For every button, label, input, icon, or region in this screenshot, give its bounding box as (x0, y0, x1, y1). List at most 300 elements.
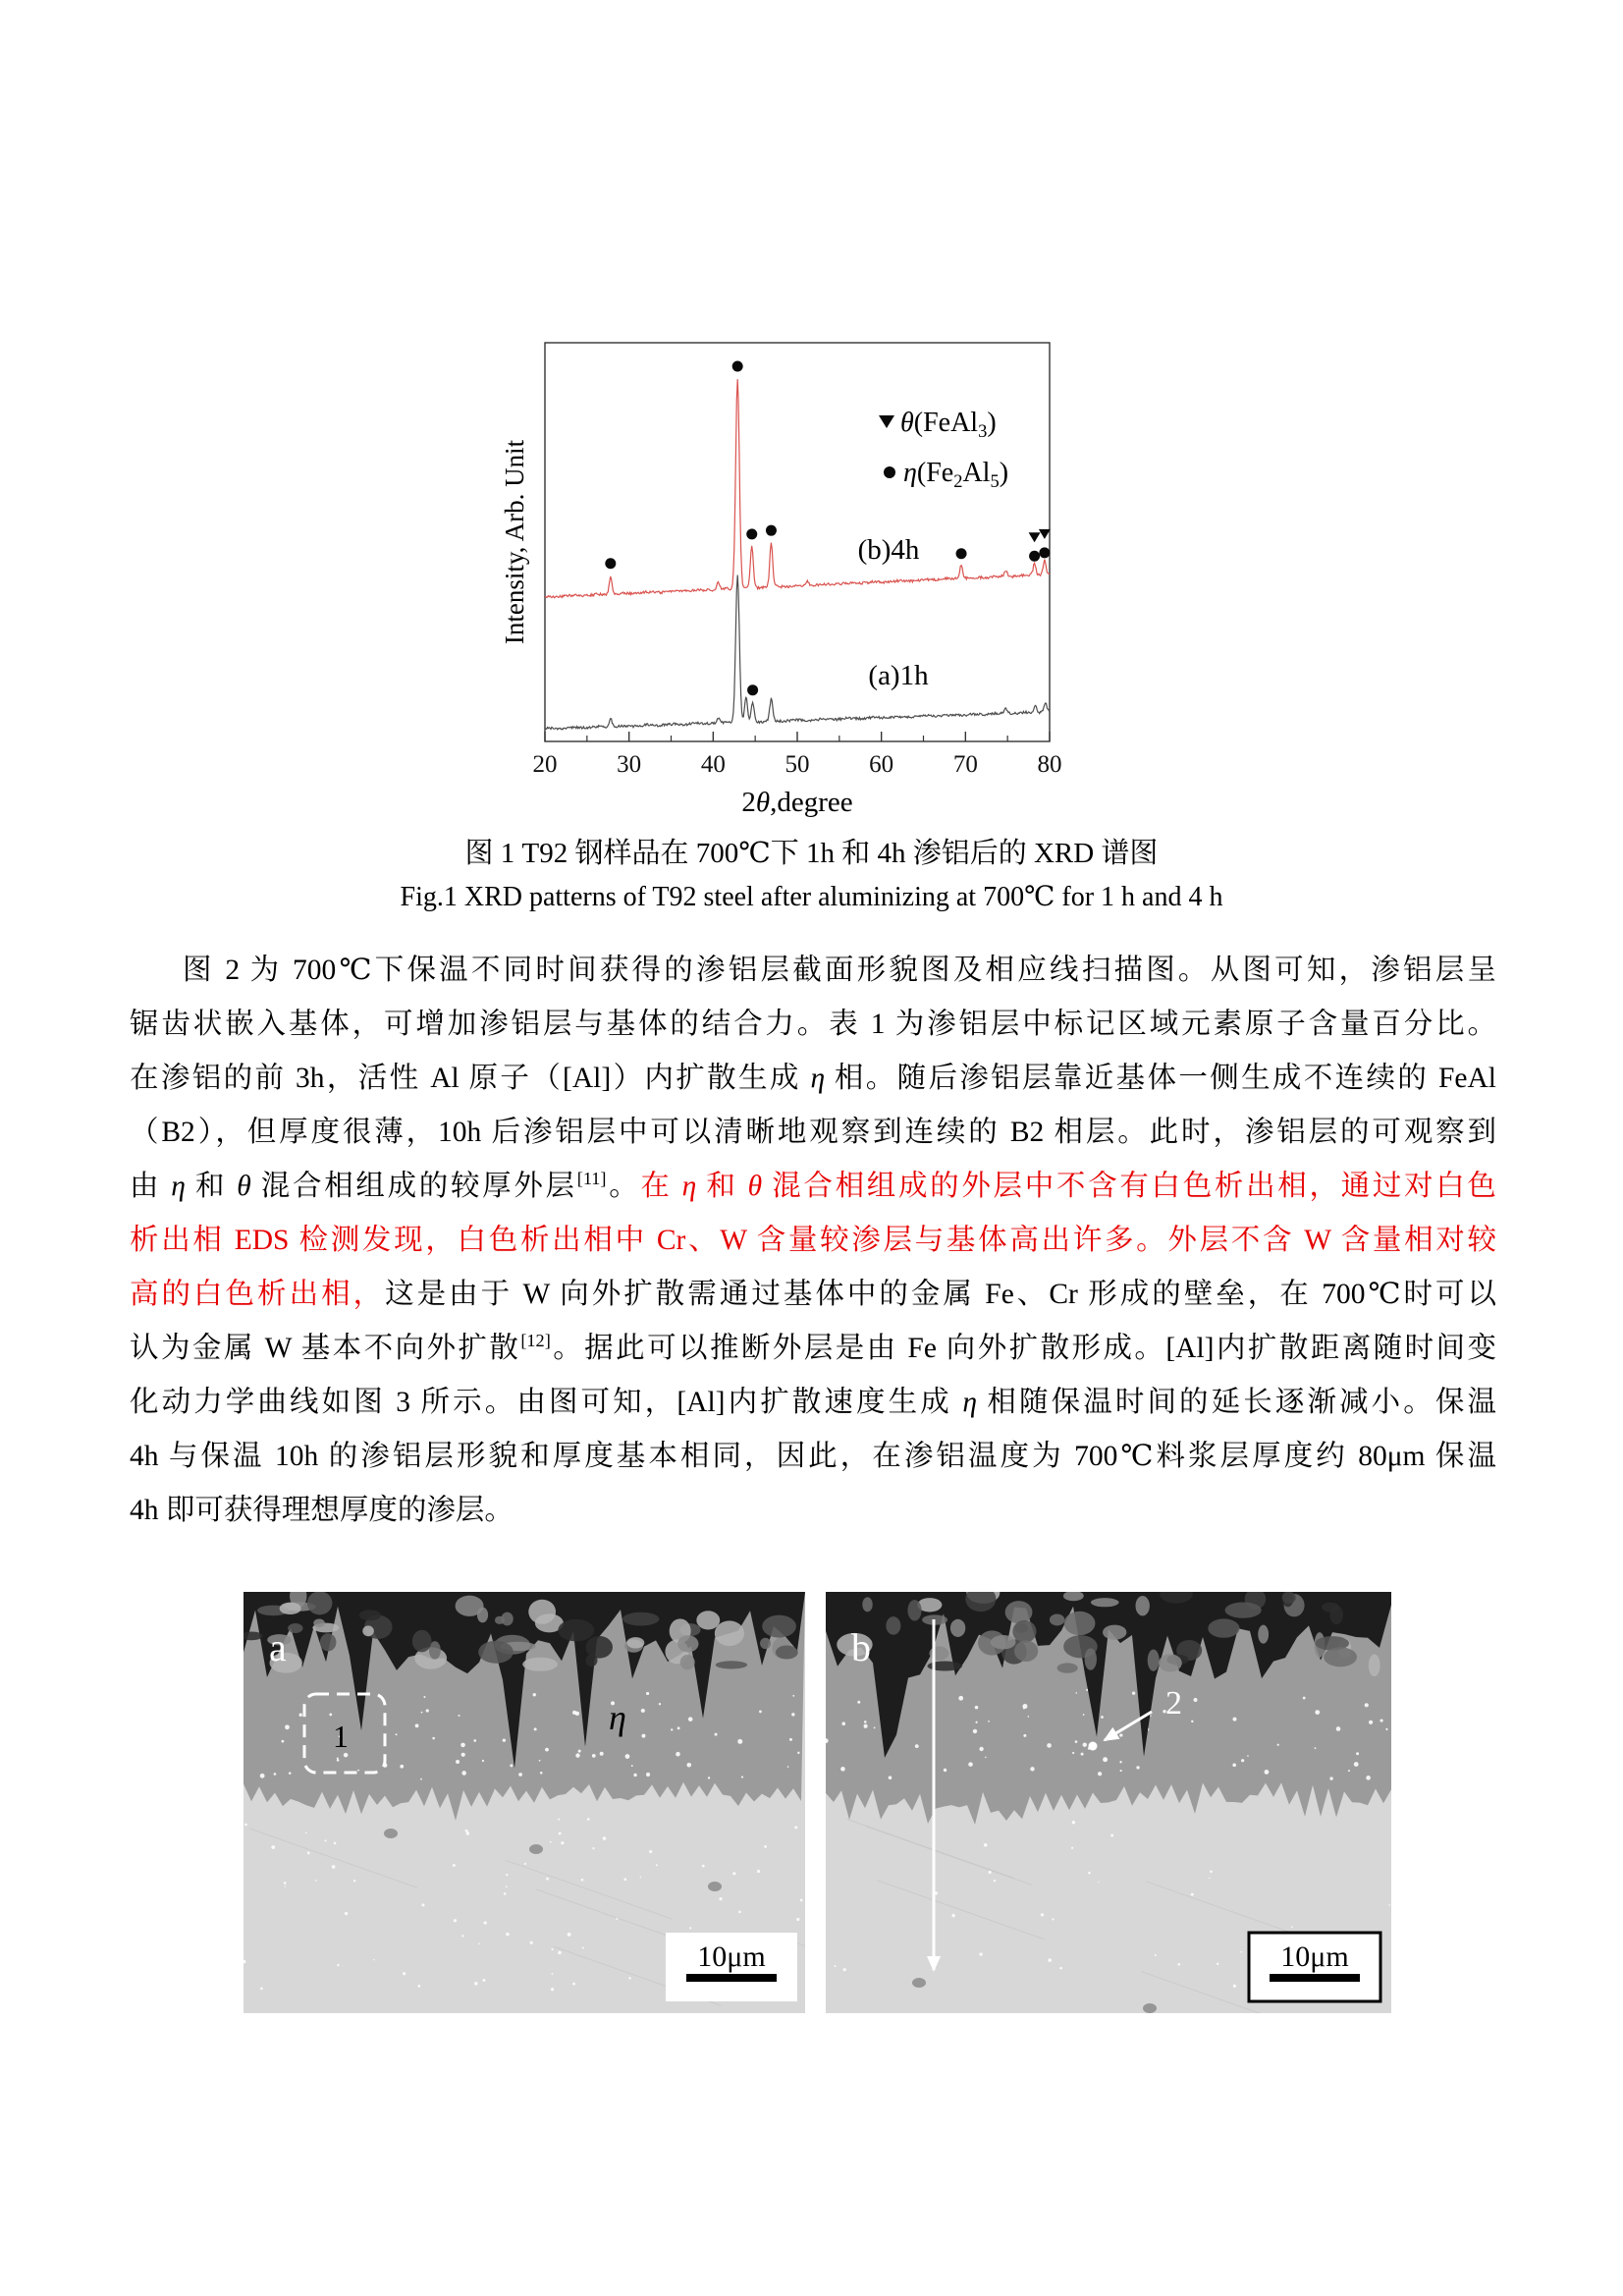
theta-phase-marker (1029, 532, 1041, 542)
white-precipitate (857, 1701, 860, 1704)
substrate-speckle (568, 1933, 571, 1937)
substrate-speckle (506, 1886, 508, 1887)
substrate-speckle (403, 1972, 406, 1975)
substrate-speckle (1240, 1951, 1242, 1953)
white-precipitate (1083, 1714, 1085, 1716)
white-precipitate (841, 1722, 845, 1725)
white-precipitate (973, 1729, 977, 1733)
substrate-speckle (1072, 1821, 1075, 1824)
substrate-speckle (504, 1892, 507, 1895)
substrate-speckle (794, 1826, 797, 1829)
white-precipitate (421, 1712, 423, 1714)
text-segment: η (962, 1387, 977, 1418)
white-precipitate (1103, 1757, 1108, 1762)
white-precipitate (1232, 1718, 1236, 1722)
text-segment: θ (747, 1171, 763, 1202)
text-segment: 在渗铝的前 3h，活性 Al 原子（[Al]）内扩散生成 (130, 1063, 811, 1094)
substrate-speckle (1291, 1927, 1293, 1929)
white-precipitate (979, 1747, 983, 1751)
slurry-granule (359, 1610, 381, 1620)
white-precipitate (1277, 1744, 1279, 1746)
substrate-speckle (764, 1845, 767, 1848)
white-precipitate (260, 1774, 265, 1778)
eta-phase-marker (956, 548, 967, 559)
substrate-speckle (325, 1839, 327, 1841)
text-segment: 认为金属 W 基本不向外扩散 (130, 1333, 521, 1364)
white-precipitate (533, 1693, 536, 1696)
paragraph-line (130, 1376, 1496, 1430)
substrate-speckle (732, 1872, 735, 1875)
white-precipitate (889, 1776, 893, 1779)
white-precipitate (988, 1721, 990, 1722)
text-segment: （B2），但厚度很薄，10h 后渗铝层中可以清晰地观察到连续的 B2 相层。此时，渗铝层的可观察到 (130, 1117, 1496, 1148)
slurry-granule (950, 1619, 965, 1637)
white-precipitate (1194, 1698, 1198, 1702)
white-precipitate (482, 1760, 484, 1762)
white-precipitate (968, 1762, 973, 1767)
substrate-speckle (984, 1843, 988, 1847)
eta-phase-marker (1029, 551, 1040, 562)
x-tick-label: 40 (700, 751, 726, 778)
text-segment: 高的白色析出相， (130, 1279, 386, 1310)
panel-letter-a: a (269, 1625, 287, 1669)
substrate-speckle (1048, 1958, 1052, 1962)
substrate-speckle (558, 1951, 562, 1955)
eta-phase-marker (747, 684, 758, 695)
eta-phase-marker (732, 361, 743, 372)
eds-region-label: 1 (333, 1719, 349, 1754)
white-precipitate (631, 1765, 633, 1767)
x-tick-label: 20 (532, 751, 558, 778)
slurry-granule (1005, 1601, 1033, 1623)
slurry-granule (307, 1592, 333, 1614)
white-precipitate (1075, 1692, 1077, 1694)
white-precipitate (797, 1752, 799, 1754)
slurry-granule (862, 1597, 872, 1612)
text-segment: 相随保温时间的延长逐渐减小。保温 (976, 1387, 1496, 1418)
white-precipitate (545, 1748, 549, 1752)
white-precipitate (625, 1754, 630, 1759)
white-precipitate (572, 1711, 576, 1715)
text-segment: 混合相组成的外层中不含有白色析出相，通过对白色 (762, 1171, 1496, 1202)
substrate-speckle (550, 1841, 552, 1843)
substrate-inclusion (912, 1978, 926, 1988)
white-precipitate (1028, 1716, 1030, 1718)
slurry-granule (776, 1646, 798, 1660)
slurry-granule (1208, 1618, 1239, 1637)
substrate-speckle (640, 1877, 642, 1879)
paragraph-line (130, 944, 1496, 998)
white-precipitate (915, 1744, 919, 1748)
white-precipitate (1247, 1755, 1249, 1757)
substrate-speckle (1210, 1871, 1213, 1874)
text-segment: 混合相组成的较厚外层 (250, 1171, 577, 1202)
substrate-speckle (649, 1850, 652, 1853)
white-precipitate (1385, 1728, 1387, 1730)
white-precipitate (432, 1737, 435, 1740)
substrate-speckle (271, 1845, 275, 1849)
white-precipitate (540, 1772, 543, 1775)
white-precipitate (1132, 1691, 1135, 1694)
substrate-speckle (1098, 1882, 1099, 1883)
plot-frame (545, 343, 1050, 741)
sem-image-b (826, 1592, 1391, 2013)
white-precipitate (539, 1760, 541, 1762)
substrate-speckle (1209, 1878, 1210, 1879)
slurry-granule (1050, 1614, 1064, 1626)
substrate-speckle (581, 1879, 584, 1882)
substrate-speckle (421, 1903, 424, 1906)
slurry-granule (280, 1603, 301, 1614)
substrate-speckle (461, 1935, 463, 1937)
eta-phase-label: η (609, 1698, 626, 1737)
white-precipitate (503, 1738, 506, 1741)
substrate-speckle (796, 1918, 799, 1921)
substrate-speckle (551, 1973, 553, 1975)
body-paragraph (130, 944, 1496, 1538)
white-precipitate (1348, 1770, 1350, 1772)
substrate-speckle (337, 1964, 339, 1966)
substrate-speckle (546, 1878, 549, 1881)
white-precipitate (1191, 1721, 1193, 1722)
text-segment: 析出相 EDS 检测发现，白色析出相中 Cr、W 含量较渗层与基体高出许多。外层不含 W 含量相对较 (130, 1225, 1496, 1256)
slurry-granule (1135, 1596, 1149, 1615)
substrate-speckle (474, 1982, 478, 1986)
slurry-granule (680, 1655, 695, 1669)
paragraph-line (130, 1430, 1496, 1484)
substrate-speckle (628, 1977, 630, 1979)
substrate-speckle (587, 1818, 590, 1821)
text-segment: 这是由于 W 向外扩散需通过基体中的金属 Fe、Cr 形成的壁垒，在 700℃时可以 (385, 1279, 1496, 1310)
slurry-granule (478, 1641, 514, 1664)
legend-label: $\eta(Fe_2Al_5)$ (903, 458, 1009, 491)
substrate-speckle (1059, 1967, 1062, 1970)
slurry-granule (677, 1635, 698, 1652)
white-precipitate (1241, 1759, 1244, 1762)
substrate-speckle (702, 1865, 705, 1868)
slurry-granule (1282, 1592, 1296, 1604)
substrate-speckle (559, 1831, 562, 1834)
white-precipitate (415, 1723, 419, 1727)
slurry-granule (907, 1600, 921, 1620)
white-precipitate (863, 1724, 867, 1728)
substrate-speckle (603, 1836, 607, 1840)
white-precipitate (459, 1715, 460, 1717)
white-precipitate (426, 1709, 429, 1712)
substrate-speckle (484, 1921, 487, 1924)
substrate-speckle (757, 1870, 760, 1873)
white-precipitate (400, 1765, 404, 1769)
substrate-speckle (689, 1927, 691, 1929)
white-precipitate (1081, 1753, 1084, 1756)
white-precipitate (1023, 1707, 1025, 1709)
slurry-granule (1012, 1620, 1036, 1643)
text-segment: 。 (606, 1171, 641, 1202)
slurry-granule (1064, 1612, 1096, 1635)
substrate-speckle (582, 1947, 584, 1949)
slurry-granule (622, 1613, 659, 1626)
white-precipitate (1098, 1772, 1102, 1776)
eta-phase-marker (1039, 547, 1050, 558)
slurry-granule (626, 1637, 644, 1648)
white-precipitate (575, 1753, 579, 1757)
legend-label: θ(FeAl$_3$) (900, 408, 997, 441)
white-precipitate (534, 1727, 537, 1730)
white-precipitate (686, 1763, 691, 1768)
substrate-speckle (530, 1941, 533, 1944)
slurry-granule (1057, 1663, 1078, 1672)
substrate-speckle (843, 1968, 846, 1971)
white-precipitate (423, 1696, 425, 1698)
substrate-speckle (551, 1988, 554, 1991)
substrate-speckle (334, 1842, 337, 1845)
paragraph-line (130, 1160, 1496, 1214)
substrate-speckle (506, 1933, 509, 1936)
slurry-granule (1159, 1654, 1182, 1671)
substrate-speckle (373, 1959, 374, 1960)
white-precipitate (1101, 1716, 1104, 1719)
slurry-granule (1148, 1650, 1160, 1671)
substrate-speckle (284, 1882, 287, 1885)
slurry-granule (362, 1625, 374, 1636)
white-precipitate (329, 1714, 332, 1717)
x-tick-label: 50 (784, 751, 810, 778)
x-tick-label: 80 (1037, 751, 1062, 778)
white-precipitate (646, 1773, 650, 1777)
substrate-speckle (506, 1874, 508, 1876)
white-precipitate (708, 1777, 710, 1778)
substrate-speckle (800, 1898, 803, 1901)
slurry-granule (1085, 1648, 1097, 1669)
text-segment: 4h 即可获得理想厚度的渗层。 (130, 1495, 514, 1526)
series-label-b4h: (b)4h (857, 534, 920, 566)
legend-circle-icon (884, 466, 895, 478)
text-segment: 在 (640, 1171, 682, 1202)
white-precipitate (688, 1717, 693, 1722)
legend-triangle-icon (879, 415, 894, 428)
slurry-granule (760, 1638, 771, 1649)
scalebar-bar (1270, 1974, 1360, 1982)
sem-image-a (243, 1592, 805, 2013)
eta-phase-marker (746, 528, 757, 539)
scalebar-label: 10μm (697, 1941, 766, 1973)
text-segment: 图 2 为 700℃下保温不同时间获得的渗铝层截面形貌图及相应线扫描图。从图可知，渗铝层呈 (183, 955, 1496, 986)
substrate-speckle (1041, 1913, 1044, 1916)
slurry-granule (412, 1630, 432, 1653)
white-precipitate (1119, 1761, 1121, 1763)
substrate-speckle (524, 1863, 526, 1865)
slurry-granule (320, 1633, 337, 1651)
white-precipitate (641, 1734, 645, 1738)
white-precipitate (1356, 1752, 1359, 1755)
paragraph-line (130, 1106, 1496, 1160)
substrate-speckle (1177, 1963, 1180, 1966)
slurry-granule (1258, 1625, 1269, 1644)
slurry-granule (1091, 1598, 1119, 1607)
text-segment: 4h 与保温 10h 的渗铝层形貌和厚度基本相同，因此，在渗铝温度为 700℃料浆层厚度约 80μm 保温 (130, 1441, 1496, 1472)
white-precipitate (1083, 1742, 1087, 1746)
slurry-granule (1369, 1654, 1380, 1676)
substrate-speckle (466, 1831, 469, 1834)
white-precipitate (759, 1710, 762, 1713)
white-precipitate (789, 1738, 792, 1741)
white-precipitate (461, 1753, 465, 1757)
text-segment: 锯齿状嵌入基体，可增加渗铝层与基体的结合力。表 1 为渗铝层中标记区域元素原子含量百分比。 (130, 1009, 1496, 1040)
white-precipitate (460, 1743, 465, 1748)
white-precipitate (864, 1721, 867, 1723)
white-precipitate (1120, 1770, 1122, 1772)
substrate-speckle (551, 1948, 553, 1950)
paragraph-line (130, 1484, 1496, 1538)
white-precipitate (1354, 1762, 1359, 1767)
white-precipitate (646, 1692, 649, 1695)
white-precipitate (1119, 1733, 1122, 1736)
white-precipitate (420, 1778, 422, 1780)
xrd-chart (432, 231, 1139, 830)
substrate-speckle (454, 1919, 457, 1922)
white-precipitate (1380, 1719, 1382, 1722)
paragraph-line (130, 1268, 1496, 1322)
white-precipitate (741, 1776, 743, 1777)
substrate-speckle (561, 1841, 564, 1844)
substrate-speckle (719, 1897, 722, 1900)
text-segment: θ (237, 1171, 251, 1202)
precipitate-label: 2 (1165, 1685, 1182, 1722)
substrate-speckle (1191, 1893, 1194, 1896)
panel-letter-b: b (851, 1625, 871, 1669)
substrate-speckle (244, 1824, 247, 1827)
text-segment: η (171, 1171, 186, 1202)
white-precipitate (600, 1752, 604, 1756)
substrate-speckle (260, 1988, 263, 1991)
eta-phase-marker (766, 525, 777, 536)
figure1-caption-en: Fig.1 XRD patterns of T92 steel after aluminizing at 700℃ for 1 h and 4 h (400, 882, 1223, 912)
white-precipitate (473, 1739, 476, 1742)
white-precipitate (1023, 1734, 1026, 1737)
figure1-caption-cn: 图 1 T92 钢样品在 700℃下 1h 和 4h 渗铝后的 XRD 谱图 (464, 838, 1159, 869)
substrate-speckle (1071, 1847, 1073, 1849)
white-precipitate (510, 1764, 513, 1767)
text-segment: [12] (520, 1331, 551, 1351)
white-precipitate (1232, 1764, 1236, 1768)
white-precipitate (1315, 1710, 1320, 1715)
white-precipitate (659, 1703, 661, 1705)
slurry-granule (886, 1616, 900, 1635)
text-segment: 化动力学曲线如图 3 所示。由图可知，[Al]内扩散速度生成 (130, 1387, 963, 1418)
x-tick-label: 30 (617, 751, 642, 778)
substrate-speckle (592, 1847, 594, 1849)
white-precipitate (1047, 1743, 1052, 1748)
paragraph-line (130, 1052, 1496, 1106)
white-precipitate (357, 1770, 359, 1772)
substrate-inclusion (529, 1844, 543, 1854)
substrate-inclusion (708, 1882, 722, 1891)
xrd-curve-a1h (545, 575, 1050, 730)
substrate-speckle (835, 1965, 837, 1967)
substrate-speckle (307, 1852, 310, 1855)
white-precipitate (592, 1754, 596, 1758)
white-precipitate (274, 1773, 277, 1776)
slurry-granule (715, 1620, 744, 1646)
substrate-speckle (558, 1819, 560, 1821)
slurry-granule (528, 1600, 556, 1624)
white-precipitate (337, 1759, 340, 1762)
white-precipitate (456, 1760, 460, 1764)
series-label-a1h: (a)1h (868, 660, 929, 691)
white-precipitate (396, 1733, 398, 1735)
y-axis-title: Intensity, Arb. Unit (500, 439, 529, 645)
white-precipitate (1265, 1770, 1270, 1775)
white-precipitate (737, 1739, 742, 1744)
substrate-speckle (353, 1880, 355, 1882)
substrate-speckle (656, 1864, 658, 1866)
white-precipitate (975, 1722, 977, 1723)
white-precipitate (641, 1709, 645, 1713)
paragraph-line (130, 1322, 1496, 1376)
white-precipitate (676, 1752, 680, 1757)
substrate-speckle (305, 1831, 307, 1833)
text-segment: [11] (576, 1169, 607, 1189)
slurry-granule (929, 1646, 948, 1660)
white-precipitate (1303, 1697, 1306, 1700)
white-precipitate (299, 1714, 302, 1717)
slurry-granule (991, 1635, 1016, 1649)
x-tick-label: 70 (952, 751, 978, 778)
text-segment: 和 (185, 1171, 238, 1202)
white-precipitate (289, 1772, 292, 1775)
paragraph-line (130, 1214, 1496, 1268)
substrate-speckle (623, 1878, 626, 1881)
text-segment: 和 (696, 1171, 748, 1202)
substrate-speckle (989, 1871, 992, 1874)
slurry-granule (501, 1613, 513, 1626)
white-precipitate (281, 1740, 284, 1743)
slurry-granule (1014, 1640, 1038, 1662)
substrate-speckle (1233, 1985, 1236, 1988)
white-precipitate (677, 1726, 680, 1729)
text-segment: η (810, 1063, 826, 1094)
slurry-granule (1324, 1647, 1357, 1667)
substrate-speckle (1155, 1954, 1157, 1956)
x-tick-label: 60 (869, 751, 894, 778)
white-precipitate (1075, 1740, 1078, 1743)
scalebar-bar (686, 1974, 777, 1982)
substrate-speckle (994, 1880, 996, 1882)
white-precipitate (1072, 1752, 1074, 1754)
white-precipitate (715, 1733, 718, 1736)
slurry-granule (716, 1661, 747, 1668)
white-precipitate (1365, 1703, 1369, 1707)
white-precipitate (840, 1767, 845, 1772)
substrate-speckle (979, 1952, 982, 1955)
white-precipitate (958, 1696, 963, 1701)
substrate-speckle (453, 1864, 456, 1867)
slurry-granule (696, 1611, 720, 1629)
text-segment: 。据此可以推断外层是由 Fe 向外扩散形成。[Al]内扩散距离随时间变 (550, 1333, 1496, 1364)
white-precipitate (792, 1695, 794, 1697)
eta-phase-marker (605, 558, 616, 569)
substrate-speckle (478, 1942, 480, 1944)
substrate-speckle (1217, 1963, 1218, 1965)
slurry-granule (1330, 1606, 1343, 1625)
white-precipitate (1369, 1721, 1373, 1724)
white-precipitate (671, 1728, 673, 1730)
substrate-speckle (1088, 1872, 1091, 1875)
substrate-speckle (417, 1985, 420, 1988)
slurry-granule (288, 1623, 302, 1633)
white-precipitate (975, 1706, 979, 1710)
text-segment: η (681, 1171, 697, 1202)
